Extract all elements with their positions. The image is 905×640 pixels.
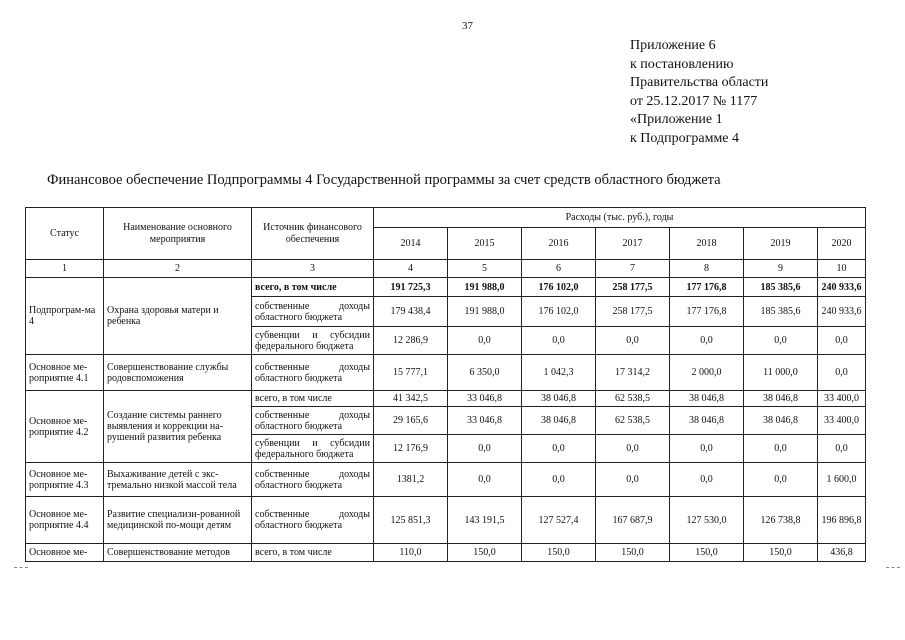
page-number: 37 xyxy=(462,20,473,32)
year-header: 2015 xyxy=(448,228,522,260)
status-cell: Основное ме-роприятие 4.2 xyxy=(26,391,104,463)
value-cell: 0,0 xyxy=(744,463,818,497)
appendix-block xyxy=(630,37,768,148)
value-cell: 176 102,0 xyxy=(522,278,596,297)
value-cell: 0,0 xyxy=(596,435,670,463)
status-cell: Основное ме- xyxy=(26,544,104,562)
value-cell: 2 000,0 xyxy=(670,355,744,391)
value-cell: 150,0 xyxy=(448,544,522,562)
appendix-line: к постановлению xyxy=(630,56,734,72)
value-cell: 62 538,5 xyxy=(596,391,670,407)
value-cell: 0,0 xyxy=(522,463,596,497)
value-cell: 196 896,8 xyxy=(818,497,866,544)
column-number: 3 xyxy=(252,260,374,278)
scan-mark-right xyxy=(886,567,900,568)
value-cell: 0,0 xyxy=(448,435,522,463)
value-cell: 177 176,8 xyxy=(670,297,744,327)
year-header: 2014 xyxy=(374,228,448,260)
value-cell: 127 527,4 xyxy=(522,497,596,544)
value-cell: 38 046,8 xyxy=(522,407,596,435)
source-cell: всего, в том числе xyxy=(252,391,374,407)
value-cell: 38 046,8 xyxy=(744,391,818,407)
year-header: 2019 xyxy=(744,228,818,260)
value-cell: 150,0 xyxy=(744,544,818,562)
header-activity: Наименование основного мероприятия xyxy=(104,208,252,260)
status-cell: Основное ме-роприятие 4.3 xyxy=(26,463,104,497)
header-expenses: Расходы (тыс. руб.), годы xyxy=(374,208,866,228)
appendix-line: Приложение 6 xyxy=(630,38,716,53)
value-cell: 258 177,5 xyxy=(596,297,670,327)
value-cell: 240 933,6 xyxy=(818,297,866,327)
value-cell: 185 385,6 xyxy=(744,278,818,297)
year-header: 2017 xyxy=(596,228,670,260)
status-cell: Подпрограм-ма 4 xyxy=(26,278,104,355)
value-cell: 33 400,0 xyxy=(818,391,866,407)
value-cell: 436,8 xyxy=(818,544,866,562)
value-cell: 6 350,0 xyxy=(448,355,522,391)
value-cell: 0,0 xyxy=(744,435,818,463)
table-row xyxy=(26,391,866,407)
value-cell: 33 046,8 xyxy=(448,407,522,435)
year-header: 2016 xyxy=(522,228,596,260)
value-cell: 143 191,5 xyxy=(448,497,522,544)
value-cell: 126 738,8 xyxy=(744,497,818,544)
value-cell: 38 046,8 xyxy=(744,407,818,435)
column-number: 9 xyxy=(744,260,818,278)
source-cell: субвенции и субсидии федерального бюджета xyxy=(252,327,374,355)
column-number: 10 xyxy=(818,260,866,278)
value-cell: 150,0 xyxy=(596,544,670,562)
appendix-line: к Подпрограмме 4 xyxy=(630,130,740,146)
activity-cell: Развитие специализи-рованной медицинской по-мощи детям xyxy=(104,497,252,544)
value-cell: 0,0 xyxy=(596,463,670,497)
financing-table xyxy=(25,207,866,562)
value-cell: 38 046,8 xyxy=(670,391,744,407)
value-cell: 15 777,1 xyxy=(374,355,448,391)
value-cell: 110,0 xyxy=(374,544,448,562)
source-cell: собственные доходы областного бюджета xyxy=(252,355,374,391)
value-cell: 0,0 xyxy=(448,463,522,497)
value-cell: 0,0 xyxy=(522,435,596,463)
source-cell: собственные доходы областного бюджета xyxy=(252,407,374,435)
value-cell: 29 165,6 xyxy=(374,407,448,435)
value-cell: 125 851,3 xyxy=(374,497,448,544)
table-row xyxy=(26,355,866,391)
value-cell: 167 687,9 xyxy=(596,497,670,544)
value-cell: 0,0 xyxy=(818,355,866,391)
column-number: 2 xyxy=(104,260,252,278)
source-cell: субвенции и субсидии федерального бюджета xyxy=(252,435,374,463)
value-cell: 12 176,9 xyxy=(374,435,448,463)
header-source: Источник финансового обеспечения xyxy=(252,208,374,260)
value-cell: 177 176,8 xyxy=(670,278,744,297)
value-cell: 33 400,0 xyxy=(818,407,866,435)
value-cell: 62 538,5 xyxy=(596,407,670,435)
value-cell: 0,0 xyxy=(818,327,866,355)
appendix-line: от 25.12.2017 № 1177 xyxy=(630,93,758,109)
document-title: Финансовое обеспечение Подпрограммы 4 Государственной программы за счет средств областного бюджета xyxy=(47,172,721,188)
status-cell: Основное ме-роприятие 4.1 xyxy=(26,355,104,391)
value-cell: 0,0 xyxy=(670,327,744,355)
value-cell: 258 177,5 xyxy=(596,278,670,297)
table-row xyxy=(26,544,866,562)
value-cell: 0,0 xyxy=(596,327,670,355)
value-cell: 1 600,0 xyxy=(818,463,866,497)
value-cell: 240 933,6 xyxy=(818,278,866,297)
value-cell: 1381,2 xyxy=(374,463,448,497)
table-row xyxy=(26,497,866,544)
source-cell: всего, в том числе xyxy=(252,278,374,297)
activity-cell: Совершенствование службы родовспоможения xyxy=(104,355,252,391)
value-cell: 185 385,6 xyxy=(744,297,818,327)
value-cell: 191 725,3 xyxy=(374,278,448,297)
value-cell: 176 102,0 xyxy=(522,297,596,327)
table-row xyxy=(26,463,866,497)
table-row xyxy=(26,278,866,297)
value-cell: 33 046,8 xyxy=(448,391,522,407)
column-number: 8 xyxy=(670,260,744,278)
column-number: 7 xyxy=(596,260,670,278)
activity-cell: Создание системы раннего выявления и коррекции на-рушений развития ребенка xyxy=(104,391,252,463)
header-status: Статус xyxy=(26,208,104,260)
value-cell: 0,0 xyxy=(670,463,744,497)
value-cell: 0,0 xyxy=(522,327,596,355)
column-number: 4 xyxy=(374,260,448,278)
appendix-line: «Приложение 1 xyxy=(630,112,723,127)
value-cell: 38 046,8 xyxy=(522,391,596,407)
appendix-line: Правительства области xyxy=(630,75,769,90)
value-cell: 0,0 xyxy=(448,327,522,355)
value-cell: 127 530,0 xyxy=(670,497,744,544)
value-cell: 191 988,0 xyxy=(448,297,522,327)
value-cell: 0,0 xyxy=(818,435,866,463)
year-header: 2018 xyxy=(670,228,744,260)
year-header: 2020 xyxy=(818,228,866,260)
column-number: 6 xyxy=(522,260,596,278)
source-cell: собственные доходы областного бюджета xyxy=(252,497,374,544)
value-cell: 38 046,8 xyxy=(670,407,744,435)
value-cell: 150,0 xyxy=(670,544,744,562)
source-cell: собственные доходы областного бюджета xyxy=(252,463,374,497)
status-cell: Основное ме-роприятие 4.4 xyxy=(26,497,104,544)
activity-cell: Выхаживание детей с экс-тремально низкой массой тела xyxy=(104,463,252,497)
value-cell: 179 438,4 xyxy=(374,297,448,327)
page-cutoff xyxy=(0,575,905,640)
value-cell: 11 000,0 xyxy=(744,355,818,391)
value-cell: 1 042,3 xyxy=(522,355,596,391)
value-cell: 0,0 xyxy=(744,327,818,355)
source-cell: собственные доходы областного бюджета xyxy=(252,297,374,327)
value-cell: 17 314,2 xyxy=(596,355,670,391)
value-cell: 41 342,5 xyxy=(374,391,448,407)
column-number: 5 xyxy=(448,260,522,278)
source-cell: всего, в том числе xyxy=(252,544,374,562)
activity-cell: Совершенствование методов xyxy=(104,544,252,562)
value-cell: 150,0 xyxy=(522,544,596,562)
value-cell: 191 988,0 xyxy=(448,278,522,297)
column-number: 1 xyxy=(26,260,104,278)
value-cell: 12 286,9 xyxy=(374,327,448,355)
scan-mark-left xyxy=(14,567,28,568)
value-cell: 0,0 xyxy=(670,435,744,463)
activity-cell: Охрана здоровья матери и ребенка xyxy=(104,278,252,355)
